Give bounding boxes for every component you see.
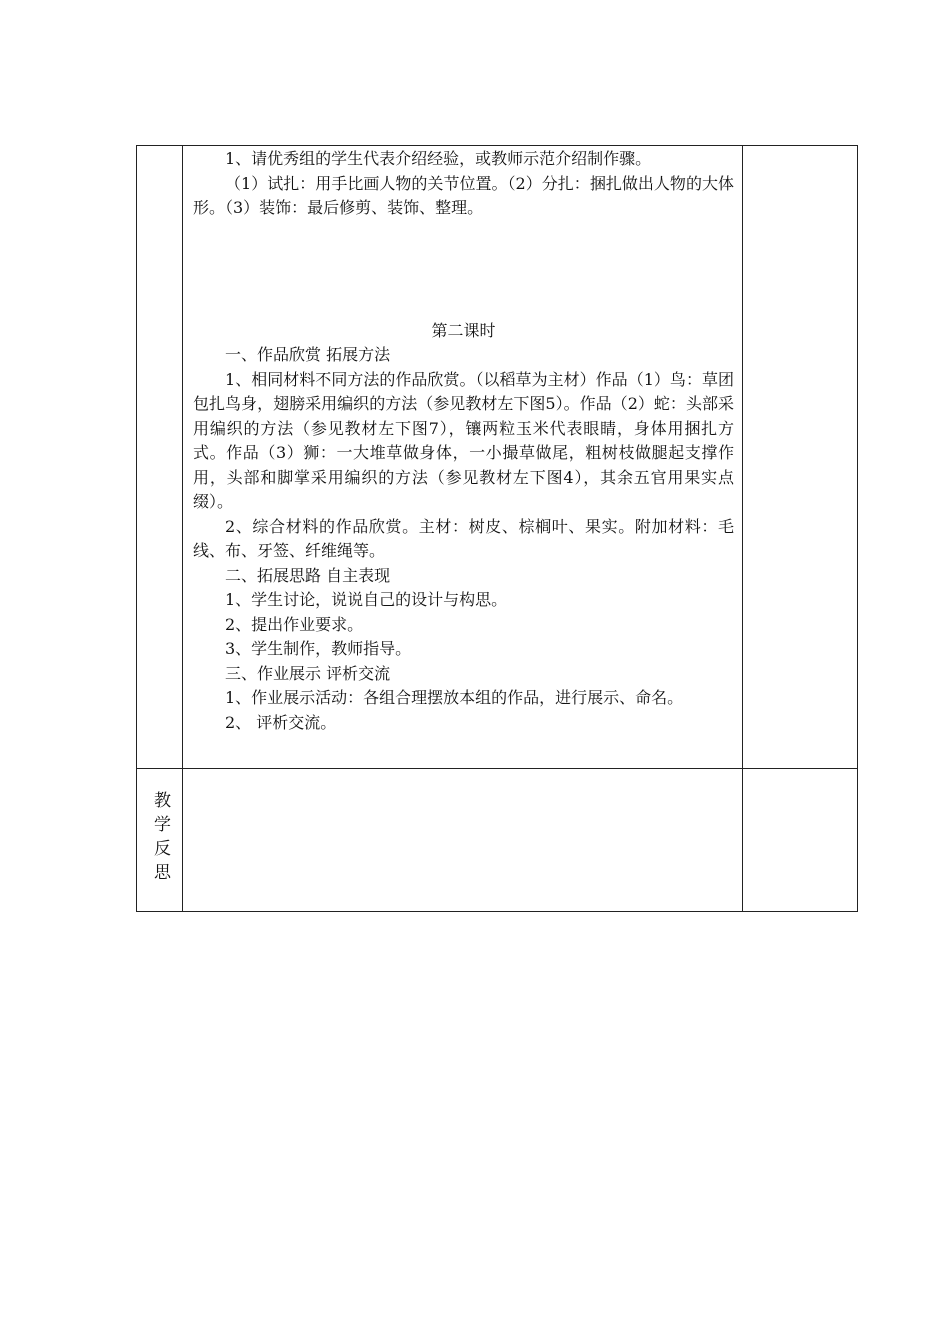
table-row xyxy=(137,146,858,769)
notes-cell xyxy=(743,146,858,769)
content-cell xyxy=(183,146,743,769)
paragraph: （1）试扎：用手比画人物的关节位置。（2）分扎：捆扎做出人物的大体形。（3）装饰：最后修剪、装饰、整理。 xyxy=(193,173,734,217)
notes-cell xyxy=(743,769,858,912)
paragraph: 2、 评析交流。 xyxy=(225,712,337,732)
heading: 一、作品欣赏 拓展方法 xyxy=(225,345,391,364)
paragraph: 1、作业展示活动：各组合理摆放本组的作品，进行展示、命名。 xyxy=(225,688,684,707)
spacer xyxy=(193,221,734,319)
reflection-label: 教学反思 xyxy=(150,791,170,887)
section-title: 第二课时 xyxy=(431,320,496,340)
paragraph: 1、学生讨论，说说自己的设计与构思。 xyxy=(225,590,508,609)
paragraph: 1、相同材料不同方法的作品欣赏。（以稻草为主材）作品（1）鸟：草团包扎鸟身，翅膀采用编织的方法（参见教材左下图5）。作品（2）蛇：头部采用编织的方法（参见教材左下图7），镶两粒玉米代表眼睛，身体用捆扎方式。作品（3）狮：一大堆草做身体，一小撮草做尾，粗树枝做腿起支撑作用，头部和脚掌采用编织的方法（参见教材左下图4），其余五官用果实点缀）。 xyxy=(193,369,734,511)
paragraph: 1、请优秀组的学生代表介绍经验，或教师示范介绍制作骤。 xyxy=(225,149,652,168)
paragraph: 2、提出作业要求。 xyxy=(225,614,364,634)
table-row xyxy=(137,769,858,912)
paragraph: 2、综合材料的作品欣赏。主材：树皮、棕榈叶、果实。附加材料：毛线、布、牙签、纤维绳等。 xyxy=(193,516,734,560)
lesson-content xyxy=(183,146,742,735)
lesson-plan-table xyxy=(136,145,858,912)
reflection-content-cell xyxy=(183,769,743,912)
label-cell xyxy=(137,146,183,769)
label-cell xyxy=(137,769,183,912)
heading: 二、拓展思路 自主表现 xyxy=(225,565,391,585)
heading: 三、作业展示 评析交流 xyxy=(225,663,391,683)
paragraph: 3、学生制作，教师指导。 xyxy=(225,639,412,658)
